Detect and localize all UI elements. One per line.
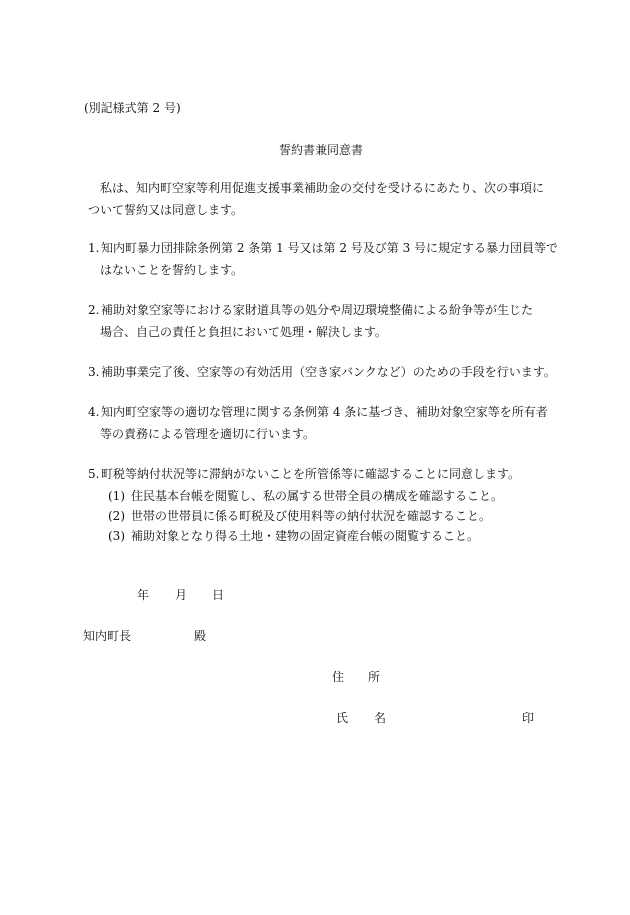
item-4-line-2: 等の責務による管理を適切に行います。: [100, 427, 316, 441]
address-label-first: 住: [332, 670, 345, 684]
intro-line-1: 私は、知内町空家等利用促進支援事業補助金の交付を受けるにあたり、次の事項に: [100, 181, 545, 195]
item-number: 1.: [88, 241, 100, 255]
sub-item-text: 補助対象となり得る土地・建物の固定資産台帳の閲覧すること。: [131, 529, 480, 543]
sub-item-number: (3): [108, 529, 125, 543]
seal-mark: 印: [522, 711, 535, 725]
date-year-label: 年: [137, 588, 150, 602]
form-label: (別記様式第 2 号): [84, 101, 181, 115]
name-label-second: 名: [374, 711, 387, 725]
sub-item-text: 住民基本台帳を閲覧し、私の属する世帯全員の構成を確認すること。: [131, 489, 504, 503]
sub-item-number: (1): [108, 489, 125, 503]
intro-line-2: ついて誓約又は同意します。: [88, 203, 244, 217]
sub-item-text: 世帯の世帯員に係る町税及び使用料等の納付状況を確認すること。: [131, 509, 492, 523]
address-label-second: 所: [368, 670, 381, 684]
item-3-line-1: 補助事業完了後、空家等の有効活用（空き家バンクなど）のための手段を行います。: [101, 365, 556, 379]
name-label-first: 氏: [336, 711, 349, 725]
item-number: 3.: [88, 365, 100, 379]
addressee-honorific: 殿: [194, 629, 207, 643]
date-month-label: 月: [175, 588, 188, 602]
item-number: 5.: [88, 467, 100, 481]
item-2-line-2: 場合、自己の責任と負担において処理・解決します。: [100, 325, 388, 339]
document-title: 誓約書兼同意書: [279, 143, 364, 157]
sub-item-number: (2): [108, 509, 125, 523]
item-5-line-1: 町税等納付状況等に滞納がないことを所管係等に確認することに同意します。: [101, 467, 521, 481]
date-day-label: 日: [212, 588, 225, 602]
item-1-line-1: 知内町暴力団排除条例第 2 条第 1 号又は第 2 号及び第 3 号に規定する暴力団員等で: [101, 241, 559, 255]
item-number: 4.: [88, 405, 100, 419]
item-2-line-1: 補助対象空家等における家財道具等の処分や周辺環境整備による紛争等が生じた: [101, 303, 534, 317]
item-4-line-1: 知内町空家等の適切な管理に関する条例第 4 条に基づき、補助対象空家等を所有者: [101, 405, 548, 419]
addressee-name: 知内町長: [83, 629, 132, 643]
item-1-line-2: はないことを誓約します。: [100, 263, 244, 277]
item-number: 2.: [88, 303, 100, 317]
